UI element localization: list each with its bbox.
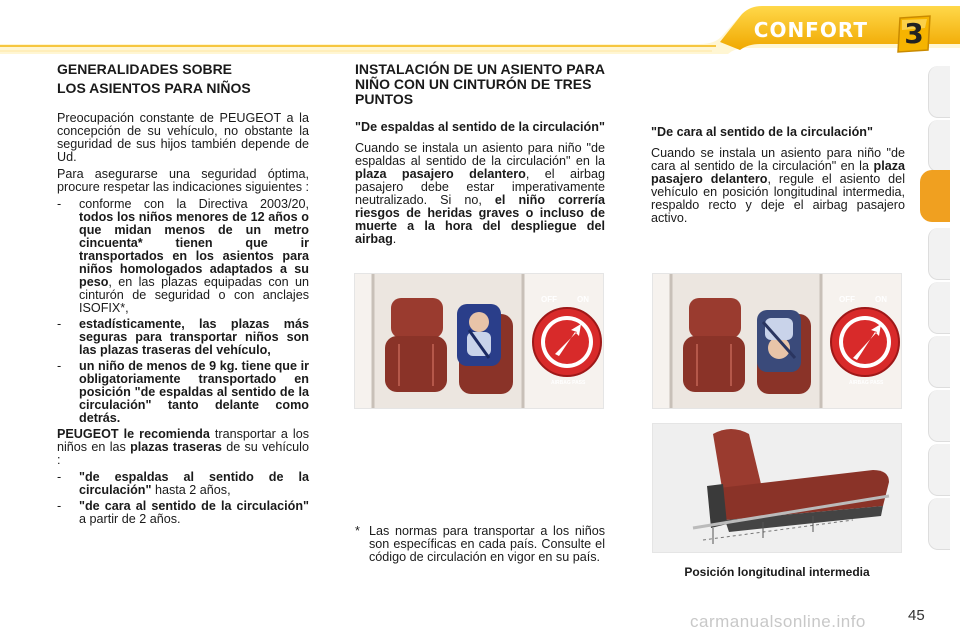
list-item-de-cara — [57, 500, 309, 526]
chapter-number: 3 — [904, 17, 924, 50]
heading-line-1: GENERALIDADES SOBRE — [57, 61, 233, 77]
footnote-text: Las normas para transportar a los niños son específicas en cada país. Consulte el código de circulación en vigor en su país. — [369, 524, 605, 564]
figure-seat-position — [652, 423, 902, 553]
column-de-cara — [651, 126, 905, 229]
heading-instalacion: INSTALACIÓN DE UN ASIENTO PARA NIÑO CON UN CINTURÓN DE TRES PUNTOS — [355, 61, 605, 107]
column-generalidades — [57, 62, 309, 529]
footnote-marker: * — [355, 524, 360, 538]
heading-line-2: LOS ASIENTOS PARA NIÑOS — [57, 80, 251, 96]
switch-caption: AIRBAG PASS — [551, 380, 586, 386]
item-bold-text: "de cara al sentido de la circulación" — [79, 499, 309, 513]
item-text: hasta 2 años, — [151, 483, 231, 497]
paragraph-de-cara — [651, 147, 905, 225]
brand-bold: PEUGEOT le recomienda — [57, 427, 210, 441]
chapter-badge — [894, 14, 934, 54]
chapter-tab-1[interactable] — [928, 66, 950, 118]
switch-off-label: OFF — [839, 295, 855, 304]
paragraph-de-espaldas — [355, 142, 605, 246]
list-dash: - — [57, 499, 62, 513]
item-bold-text: estadísticamente, las plazas más seguras para transportar niños son las plazas traseras del vehículo, — [79, 317, 309, 357]
subhead-de-cara: "De cara al sentido de la circulación" — [651, 125, 873, 139]
chapter-tab-6[interactable] — [928, 336, 950, 388]
watermark: carmanualsonline.info — [690, 612, 866, 631]
paragraph-text: Cuando se instala un asiento para niño "de cara al sentido de la circulación" en la — [651, 146, 905, 173]
paragraph-bold: el niño correría riesgos de heridas graves o incluso de muerte a la hora del despliegue del airbag — [355, 193, 605, 246]
item-text: a partir de 2 años. — [79, 512, 181, 526]
paragraph-bold: plazas traseras — [130, 440, 222, 454]
illustration-rear-facing — [355, 274, 604, 409]
figure-rear-facing-seat — [354, 273, 604, 409]
intro-paragraph: Preocupación constante de PEUGEOT a la concepción de su vehículo, no obstante la seguridad de sus hijos también depende de Ud. — [57, 111, 309, 164]
list-item-estadisticamente — [57, 318, 309, 357]
illustration-seat-rail — [653, 424, 902, 553]
heading-generalidades — [57, 62, 309, 96]
illustration-forward-facing — [653, 274, 902, 409]
list-item-directiva — [57, 198, 309, 315]
figure-forward-facing-seat — [652, 273, 902, 409]
paragraph-text: transportar a los niños en las — [57, 427, 310, 454]
column-instalacion — [355, 62, 605, 250]
section-title-confort: CONFORT — [753, 18, 868, 42]
list-dash: - — [57, 197, 62, 211]
figure-caption: Posición longitudinal intermedia — [684, 565, 870, 579]
paragraph-text: , regule el asiento del vehículo en posición longitudinal intermedia, respaldo recto y deje el airbag pasajero activo. — [651, 172, 905, 225]
paragraph-bold: plaza pasajero delantero — [651, 159, 905, 186]
chapter-tab-5[interactable] — [928, 282, 950, 334]
list-dash: - — [57, 317, 62, 331]
advice-paragraph: Para asegurarse una seguridad óptima, procure respetar las indicaciones siguientes : — [57, 167, 310, 194]
recommendation-paragraph — [57, 428, 309, 467]
paragraph-text: . — [392, 232, 397, 246]
switch-off-label: OFF — [541, 295, 557, 304]
paragraph-text: , el airbag pasajero debe estar imperativamente neutralizado. Si no, — [355, 167, 606, 207]
paragraph-text: Cuando se instala un asiento para niño "de espaldas al sentido de la circulación" en la — [355, 141, 605, 168]
chapter-tabs — [928, 66, 950, 576]
chapter-tab-8[interactable] — [928, 444, 950, 496]
switch-caption: AIRBAG PASS — [849, 380, 884, 386]
item-bold-text: todos los niños menores de 12 años o que midan menos de un metro cincuenta* tienen que ir transportados en los asientos para niños homologados adaptados a su peso — [79, 210, 309, 289]
item-text: , en las plazas equipadas con un cinturón de seguridad o con anclajes ISOFIX*, — [79, 275, 309, 315]
footnote — [355, 525, 605, 564]
list-item-9kg — [57, 360, 309, 425]
chapter-tab-3-active[interactable] — [920, 170, 950, 222]
paragraph-bold: plaza pasajero delantero — [355, 167, 526, 181]
chapter-tab-9[interactable] — [928, 498, 950, 550]
item-bold-text: un niño de menos de 9 kg. tiene que ir obligatoriamente transportado en posición "de espaldas al sentido de la circulación" tanto delante como detrás. — [79, 359, 309, 425]
paragraph-text: de su vehículo : — [57, 440, 309, 467]
page-header — [0, 0, 960, 58]
chapter-tab-4[interactable] — [928, 228, 950, 280]
chapter-tab-7[interactable] — [928, 390, 950, 442]
switch-on-label: ON — [577, 295, 589, 304]
item-text: conforme con la Directiva 2003/20, — [79, 197, 309, 211]
item-bold-text: "de espaldas al sentido de la circulación" — [79, 470, 309, 497]
chapter-tab-2[interactable] — [928, 120, 950, 172]
list-dash: - — [57, 359, 62, 373]
page-number: 45 — [908, 607, 925, 624]
subhead-de-espaldas: "De espaldas al sentido de la circulación" — [355, 120, 605, 134]
list-item-de-espaldas — [57, 471, 309, 497]
switch-on-label: ON — [875, 295, 887, 304]
list-dash: - — [57, 470, 62, 484]
